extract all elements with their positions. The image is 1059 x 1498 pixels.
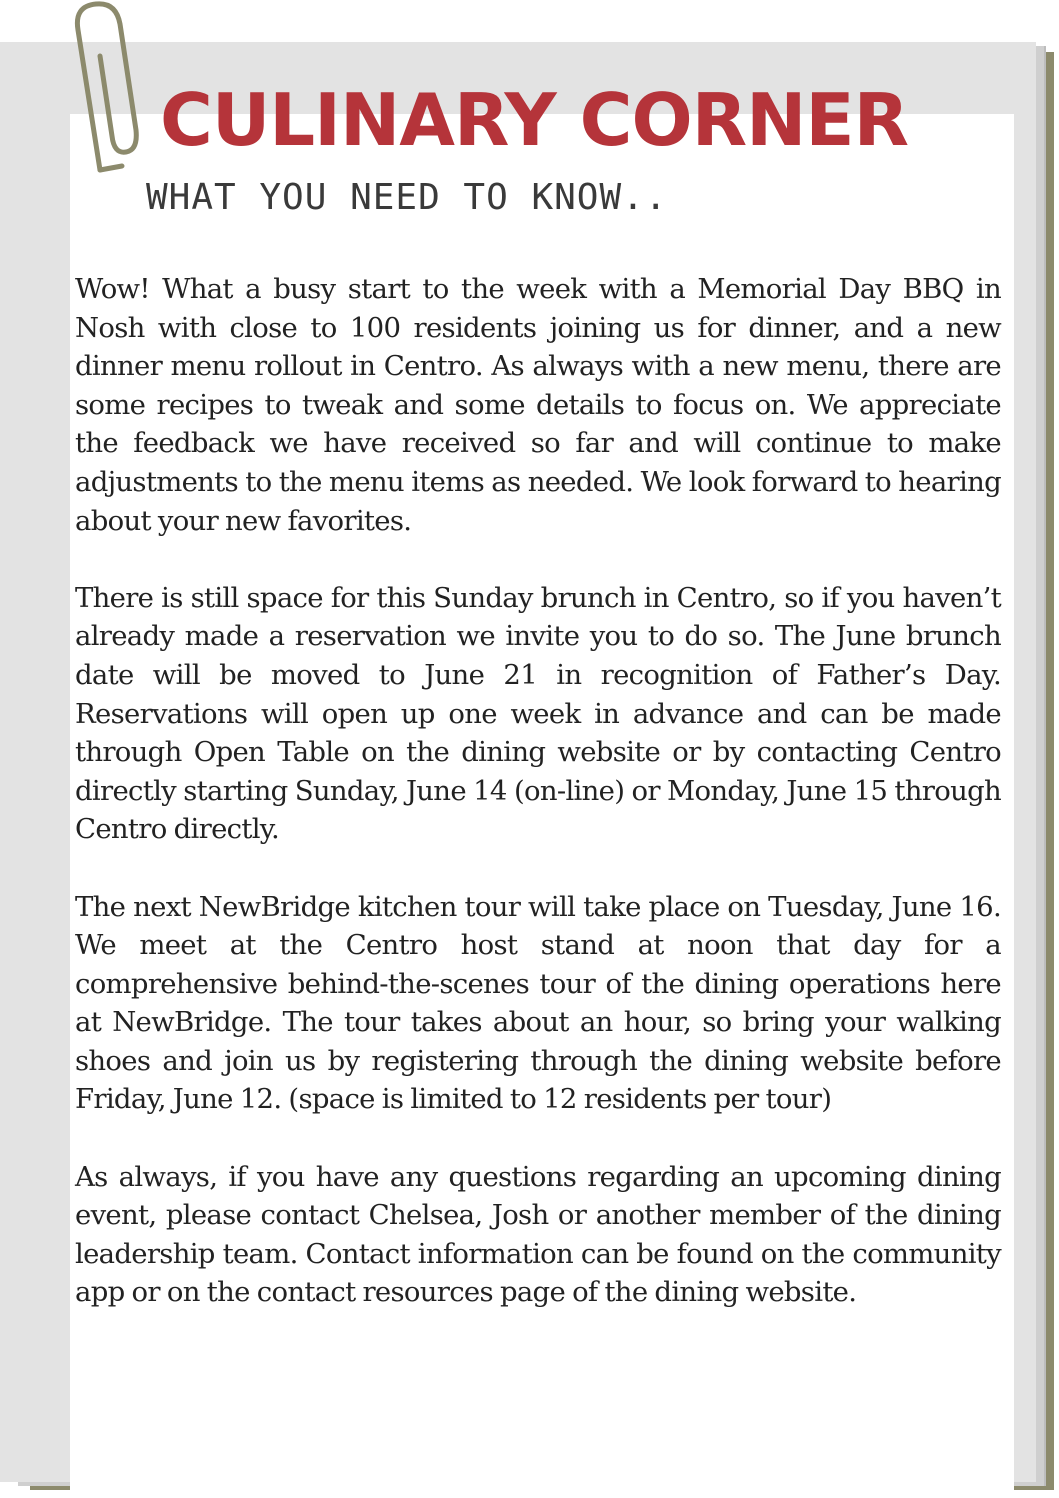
paragraph-kitchen-tour: The next NewBridge kitchen tour will take place on Tuesday, June 16. We meet at the Centro host stand at noon that day for a comprehensive behind-the-scenes tour of the dining operations here at NewBridge. The tour takes about an hour, so bring your walking shoes and join us by registering through the dining website before Friday, June 12. (space is limited to 12 residents per tour) xyxy=(75,890,1001,1116)
paragraph-contact: As always, if you have any questions regarding an upcoming dining event, please contact Chelsea, Josh or another member of the dining leadership team. Contact information can be found on the community app or on the contact resources page of the dining website. xyxy=(75,1160,1001,1309)
paragraph-sunday-brunch: There is still space for this Sunday brunch in Centro, so if you haven’t already made a reservation we invite you to do so. The June brunch date will be moved to June 21 in recognition of Father’s Day. Reservations will open up one week in advance and can be made through Open Table on the dining website or by contacting Centro directly starting Sunday, June 14 (on-line) or Monday, June 15 through Centro directly. xyxy=(75,581,1001,846)
paperclip-icon xyxy=(70,0,150,175)
page-title: CULINARY CORNER xyxy=(160,78,909,162)
article-body xyxy=(75,270,1001,1351)
paragraph-memorial-day: Wow! What a busy start to the week with a Memorial Day BBQ in Nosh with close to 100 residents joining us for dinner, and a new dinner menu rollout in Centro. As always with a new menu, there are some recipes to tweak and some details to focus on. We appreciate the feedback we have received so far and will continue to make adjustments to the menu items as needed. We look forward to hearing about your new favorites. xyxy=(75,273,1001,537)
page-subtitle: WHAT YOU NEED TO KNOW.. xyxy=(146,177,668,218)
